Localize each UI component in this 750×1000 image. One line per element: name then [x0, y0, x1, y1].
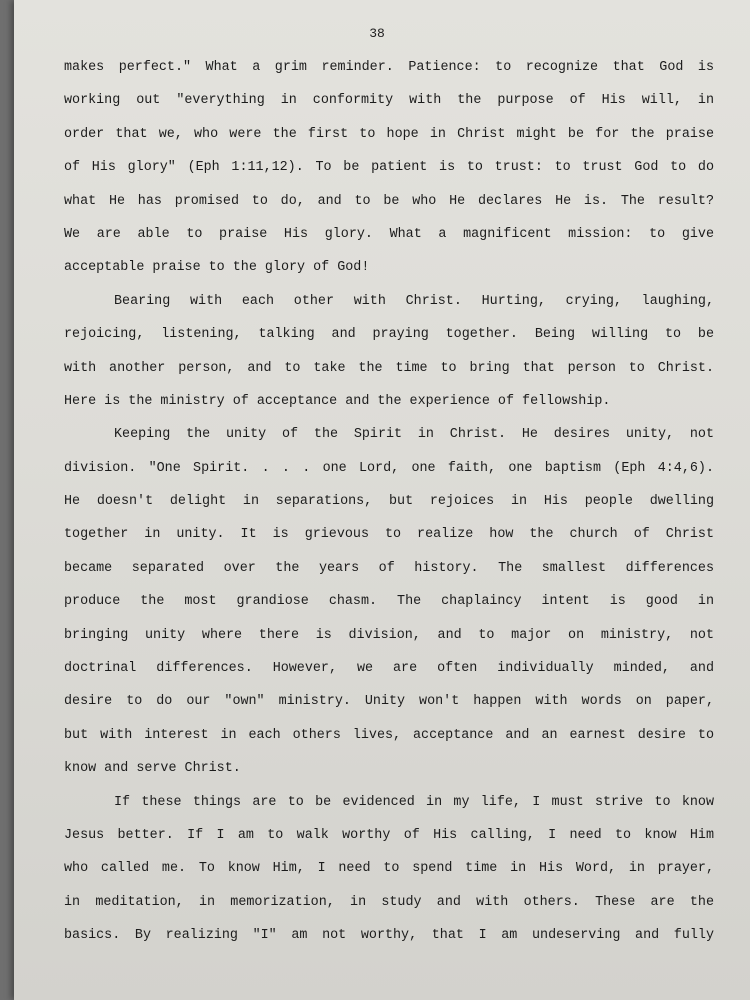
text-line: rejoicing, listening, talking and praying together. Being willing to be [64, 327, 714, 343]
text-line: acceptable praise to the glory of God! [64, 260, 370, 276]
document-page [14, 0, 750, 1000]
text-line: If these things are to be evidenced in my life, I must strive to know [114, 794, 714, 810]
text-line: in meditation, in memorization, in study and with others. These are the [64, 894, 714, 910]
page-number: 38 [369, 26, 385, 41]
text-line: doctrinal differences. However, we are often individually minded, and [64, 661, 714, 677]
body-text [64, 55, 714, 957]
text-line: together in unity. It is grievous to realize how the church of Christ [64, 527, 714, 543]
text-line: but with interest in each others lives, acceptance and an earnest desire to [64, 727, 714, 743]
text-line: Keeping the unity of the Spirit in Christ. He desires unity, not [114, 427, 714, 443]
text-line: basics. By realizing "I" am not worthy, that I am undeserving and fully [64, 928, 714, 944]
text-line: desire to do our "own" ministry. Unity won't happen with words on paper, [64, 694, 714, 710]
text-line: know and serve Christ. [64, 761, 241, 777]
text-line: makes perfect." What a grim reminder. Patience: to recognize that God is [64, 60, 714, 75]
text-line: Jesus better. If I am to walk worthy of His calling, I need to know Him [64, 827, 714, 843]
text-line: Here is the ministry of acceptance and the experience of fellowship. [64, 393, 611, 409]
text-line: what He has promised to do, and to be who He declares He is. The result? [64, 193, 714, 209]
text-line: He doesn't delight in separations, but rejoices in His people dwelling [64, 494, 714, 510]
text-line: bringing unity where there is division, and to major on ministry, not [64, 627, 714, 643]
text-line: who called me. To know Him, I need to spend time in His Word, in prayer, [64, 861, 714, 877]
text-line: produce the most grandiose chasm. The chaplaincy intent is good in [64, 594, 714, 610]
text-line: working out "everything in conformity with the purpose of His will, in [64, 93, 714, 109]
text-line: Bearing with each other with Christ. Hurting, crying, laughing, [114, 293, 714, 309]
text-line: with another person, and to take the time to bring that person to Christ. [64, 360, 714, 376]
text-line: division. "One Spirit. . . . one Lord, one faith, one baptism (Eph 4:4,6). [64, 460, 714, 476]
text-line: of His glory" (Eph 1:11,12). To be patient is to trust: to trust God to do [64, 160, 714, 176]
text-line: became separated over the years of history. The smallest differences [64, 560, 714, 576]
text-line: We are able to praise His glory. What a magnificent mission: to give [64, 226, 714, 242]
text-line: order that we, who were the first to hope in Christ might be for the praise [64, 126, 714, 142]
